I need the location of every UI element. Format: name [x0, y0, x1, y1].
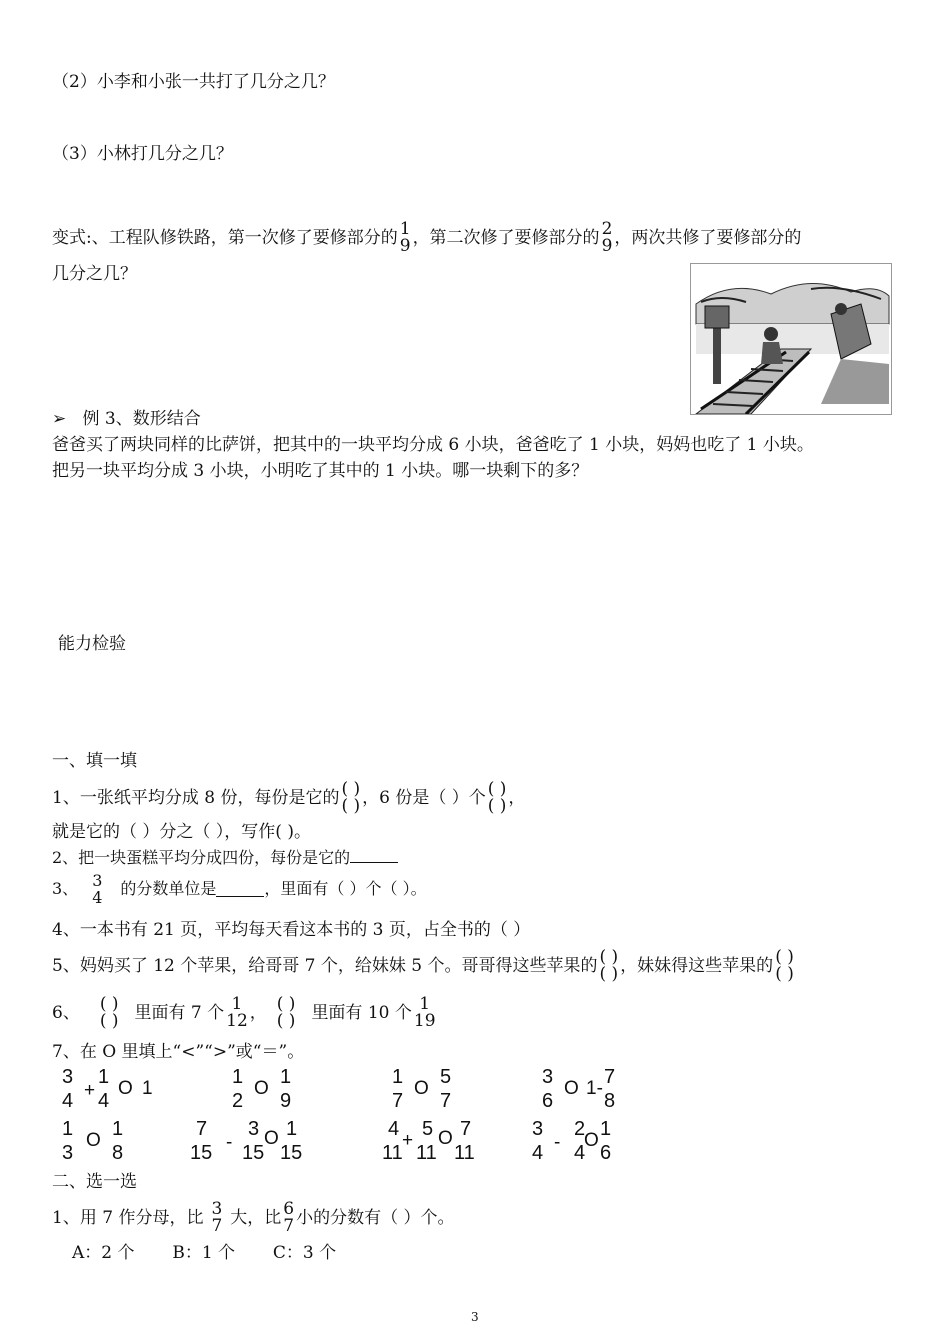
number-one: 1: [142, 1078, 153, 1099]
page-number: 3: [471, 1310, 479, 1324]
numerator: 2: [574, 1118, 586, 1140]
denominator: 8: [604, 1090, 616, 1112]
example-3-line1: 爸爸买了两块同样的比萨饼，把其中的一块平均分成 6 小块，爸爸吃了 1 小块，妈妈也吃了 1 小块。: [52, 435, 814, 455]
numerator: 5: [440, 1066, 452, 1088]
numerator: 7: [604, 1066, 616, 1088]
compare-circle[interactable]: O: [438, 1128, 453, 1149]
blank-fraction: ( ) ( ): [276, 994, 296, 1031]
compare-circle[interactable]: O: [584, 1130, 599, 1151]
denominator: 4: [532, 1142, 544, 1164]
blank-fraction: ( ) ( ): [99, 994, 119, 1031]
question-3: （3）小林打几分之几？: [52, 144, 233, 164]
choose-q1-options[interactable]: A：2 个 B：1 个 C：3 个: [72, 1243, 337, 1263]
compare-circle[interactable]: O: [564, 1078, 579, 1099]
plus-sign: +: [402, 1130, 414, 1151]
fill-q3-text-b: ，里面有（ ）个（ ）。: [264, 879, 427, 898]
numerator: 3: [542, 1066, 554, 1088]
fill-q4: 4、一本书有 21 页，平均每天看这本书的 3 页，占全书的（ ）: [52, 920, 531, 940]
denominator: 9: [280, 1090, 292, 1112]
fraction-6-7: 6 7: [283, 1199, 295, 1236]
denominator: 4: [62, 1090, 74, 1112]
denominator: 7: [440, 1090, 452, 1112]
fill-q1-text-c: ，: [508, 788, 526, 808]
blank-fraction: ( ) ( ): [775, 947, 794, 984]
numerator: 7: [460, 1118, 472, 1140]
compare-circle[interactable]: O: [254, 1078, 269, 1099]
fill-q1-text-b: ，6 份是（ ）个: [362, 788, 486, 808]
minus-sign: -: [554, 1132, 561, 1153]
blank-fraction: ( ) ( ): [341, 779, 361, 816]
answer-blank: [350, 848, 398, 863]
fraction-2-9: 2 9: [601, 219, 613, 256]
variant-problem-line2: 几分之几？: [52, 264, 137, 284]
denominator: 3: [62, 1142, 74, 1164]
fill-q6-text-a: 里面有 7 个: [134, 1003, 225, 1023]
fraction-3-7: 3 7: [211, 1199, 223, 1236]
blank-fraction: ( ) ( ): [599, 947, 619, 984]
answer-blank: [216, 882, 264, 897]
denominator: 11: [382, 1142, 403, 1164]
numerator: 7: [196, 1118, 208, 1140]
choose-q1-text-c: 小的分数有（ ）个。: [296, 1208, 455, 1228]
fraction-1-19: 1 19: [413, 994, 436, 1031]
compare-circle[interactable]: O: [86, 1130, 101, 1151]
minus-sign: -: [226, 1132, 233, 1153]
fill-q1-text-a: 1、一张纸平均分成 8 份，每份是它的: [52, 788, 340, 808]
numerator: 1: [600, 1118, 612, 1140]
fill-q6-text-b: 里面有 10 个: [311, 1003, 412, 1023]
denominator: 4: [98, 1090, 110, 1112]
denominator: 4: [574, 1142, 586, 1164]
fill-q3-number: 3、: [52, 879, 79, 898]
blank-fraction: ( ) ( ): [487, 779, 507, 816]
variant-text-1: 变式:、工程队修铁路，第一次修了要修部分的: [52, 228, 398, 248]
denominator: 11: [454, 1142, 475, 1164]
example-3-title: 例 3、数形结合: [82, 409, 201, 429]
denominator: 8: [112, 1142, 124, 1164]
numerator: 1: [112, 1118, 124, 1140]
fill-q1-line1: [52, 776, 525, 820]
fill-q1-line2: 就是它的（ ）分之（ ），写作( )。: [52, 822, 311, 842]
fraction-1-9: 1 9: [399, 219, 411, 256]
fill-q3: [52, 866, 427, 912]
compare-circle[interactable]: O: [414, 1078, 429, 1099]
fill-q7: 7、在 O 里填上“<”“>”或“＝”。: [52, 1042, 305, 1062]
bullet-arrow-icon: ➢: [52, 409, 67, 429]
question-2: （2）小李和小张一共打了几分之几？: [52, 72, 335, 92]
numerator: 3: [248, 1118, 260, 1140]
denominator: 15: [242, 1142, 265, 1164]
compare-circle[interactable]: O: [118, 1078, 133, 1099]
fill-q3-text-a: 的分数单位是: [120, 879, 217, 898]
variant-text-3: ，两次共修了要修部分的: [614, 228, 802, 248]
numerator: 1: [98, 1066, 110, 1088]
denominator: 6: [600, 1142, 612, 1164]
numerator: 3: [62, 1066, 74, 1088]
fill-q2: [52, 848, 398, 868]
railway-illustration: [690, 263, 892, 415]
choose-q1-text-b: 大，比: [230, 1208, 282, 1228]
numerator: 3: [532, 1118, 544, 1140]
section-1-title: 一、填一填: [52, 751, 137, 771]
numerator: 1: [232, 1066, 244, 1088]
denominator: 6: [542, 1090, 554, 1112]
fraction-3-4: 3 4: [92, 871, 103, 907]
example-3-line2: 把另一块平均分成 3 小块，小明吃了其中的 1 小块。哪一块剩下的多？: [52, 461, 589, 481]
numerator: 1: [280, 1066, 292, 1088]
denominator: 15: [280, 1142, 303, 1164]
denominator: 7: [392, 1090, 404, 1112]
fill-q6: [52, 990, 438, 1036]
fill-q2-text: 2、把一块蛋糕平均分成四份，每份是它的: [52, 848, 351, 867]
fill-q5: [52, 944, 796, 988]
choose-q1: [52, 1196, 455, 1240]
numerator: 4: [388, 1118, 400, 1140]
fill-q6-number: 6、: [52, 1003, 80, 1023]
ability-check-title: 能力检验: [58, 634, 126, 654]
choose-q1-text-a: 1、用 7 作分母，比: [52, 1208, 204, 1228]
denominator: 11: [416, 1142, 437, 1164]
plus-sign: +: [84, 1080, 96, 1101]
fraction-1-12: 1 12: [226, 994, 248, 1031]
variant-problem-line1: [52, 216, 801, 260]
compare-circle[interactable]: O: [264, 1128, 279, 1149]
numerator: 1: [62, 1118, 74, 1140]
numerator: 5: [422, 1118, 434, 1140]
variant-text-2: ，第二次修了要修部分的: [412, 228, 600, 248]
numerator: 1: [392, 1066, 404, 1088]
denominator: 2: [232, 1090, 244, 1112]
fill-q5-text-a: 5、妈妈买了 12 个苹果，给哥哥 7 个，给妹妹 5 个。哥哥得这些苹果的: [52, 956, 598, 976]
fill-q5-text-b: ，妹妹得这些苹果的: [620, 956, 774, 976]
section-2-title: 二、选一选: [52, 1172, 137, 1192]
denominator: 15: [190, 1142, 213, 1164]
numerator: 1: [286, 1118, 298, 1140]
one-minus: 1-: [586, 1078, 603, 1099]
example-3-heading: [52, 409, 201, 429]
fill-q6-comma: ，: [249, 1003, 267, 1023]
